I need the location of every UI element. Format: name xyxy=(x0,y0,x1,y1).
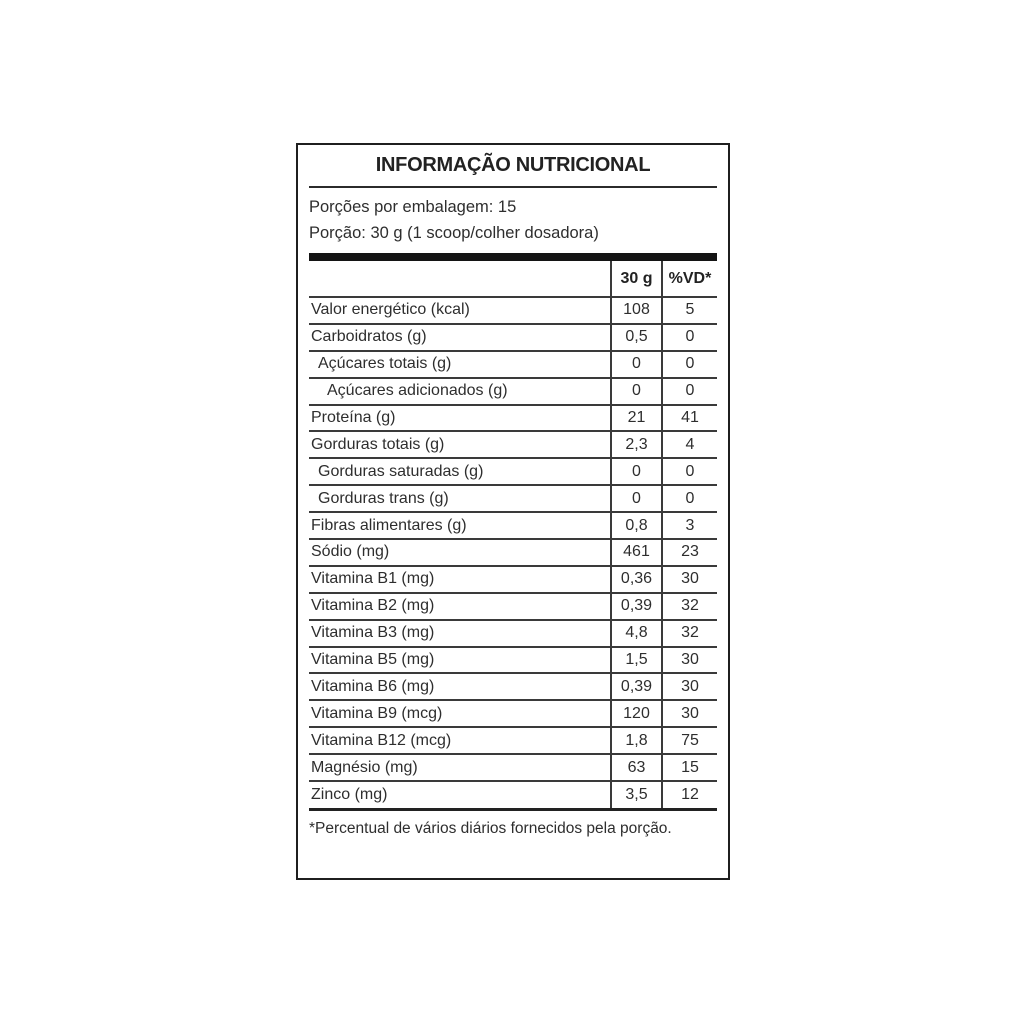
table-row xyxy=(309,351,717,378)
table-row xyxy=(309,700,717,727)
row-vd: 5 xyxy=(662,297,717,324)
row-label: Sódio (mg) xyxy=(309,539,611,566)
row-vd: 41 xyxy=(662,405,717,432)
row-label: Proteína (g) xyxy=(309,405,611,432)
row-amount: 3,5 xyxy=(611,781,662,808)
table-row xyxy=(309,485,717,512)
table-row xyxy=(309,566,717,593)
row-amount: 0,36 xyxy=(611,566,662,593)
row-label: Vitamina B1 (mg) xyxy=(309,566,611,593)
table-row xyxy=(309,727,717,754)
row-vd: 32 xyxy=(662,620,717,647)
table-row xyxy=(309,539,717,566)
row-vd: 0 xyxy=(662,485,717,512)
row-label: Açúcares totais (g) xyxy=(309,351,611,378)
column-header-empty xyxy=(309,261,611,297)
nutrition-label xyxy=(296,143,730,880)
row-vd: 75 xyxy=(662,727,717,754)
row-amount: 0 xyxy=(611,458,662,485)
table-row xyxy=(309,620,717,647)
table-row xyxy=(309,405,717,432)
row-vd: 15 xyxy=(662,754,717,781)
column-header-amount: 30 g xyxy=(611,261,662,297)
row-label: Magnésio (mg) xyxy=(309,754,611,781)
row-amount: 0,39 xyxy=(611,673,662,700)
table-row xyxy=(309,754,717,781)
row-label: Vitamina B6 (mg) xyxy=(309,673,611,700)
row-label: Zinco (mg) xyxy=(309,781,611,808)
table-row xyxy=(309,324,717,351)
row-label: Açúcares adicionados (g) xyxy=(309,378,611,405)
row-vd: 23 xyxy=(662,539,717,566)
servings-per-package: Porções por embalagem: 15 xyxy=(309,198,517,216)
table-row xyxy=(309,673,717,700)
row-label: Vitamina B12 (mcg) xyxy=(309,727,611,754)
row-amount: 120 xyxy=(611,700,662,727)
row-amount: 4,8 xyxy=(611,620,662,647)
row-label: Carboidratos (g) xyxy=(309,324,611,351)
row-label: Valor energético (kcal) xyxy=(309,297,611,324)
table-row xyxy=(309,593,717,620)
row-amount: 1,5 xyxy=(611,647,662,674)
footnote: *Percentual de vários diários fornecidos pela porção. xyxy=(309,819,672,837)
row-amount: 461 xyxy=(611,539,662,566)
serving-size: Porção: 30 g (1 scoop/colher dosadora) xyxy=(309,224,599,242)
column-header-vd: %VD* xyxy=(662,261,717,297)
table-header-row xyxy=(309,261,717,297)
table-row xyxy=(309,297,717,324)
row-label: Gorduras totais (g) xyxy=(309,431,611,458)
row-label: Vitamina B5 (mg) xyxy=(309,647,611,674)
row-label: Fibras alimentares (g) xyxy=(309,512,611,539)
row-vd: 0 xyxy=(662,458,717,485)
table-row xyxy=(309,781,717,808)
row-label: Vitamina B3 (mg) xyxy=(309,620,611,647)
table-row xyxy=(309,431,717,458)
row-amount: 0 xyxy=(611,378,662,405)
row-vd: 30 xyxy=(662,566,717,593)
row-amount: 21 xyxy=(611,405,662,432)
row-label: Vitamina B2 (mg) xyxy=(309,593,611,620)
row-vd: 0 xyxy=(662,378,717,405)
table-row xyxy=(309,378,717,405)
row-amount: 108 xyxy=(611,297,662,324)
nutrition-table xyxy=(309,261,717,808)
row-amount: 0,8 xyxy=(611,512,662,539)
row-vd: 32 xyxy=(662,593,717,620)
row-amount: 0,5 xyxy=(611,324,662,351)
row-vd: 0 xyxy=(662,351,717,378)
row-amount: 2,3 xyxy=(611,431,662,458)
row-label: Vitamina B9 (mcg) xyxy=(309,700,611,727)
row-vd: 30 xyxy=(662,647,717,674)
row-amount: 0 xyxy=(611,485,662,512)
row-label: Gorduras trans (g) xyxy=(309,485,611,512)
table-row xyxy=(309,458,717,485)
row-vd: 12 xyxy=(662,781,717,808)
thick-divider xyxy=(309,253,717,261)
row-amount: 63 xyxy=(611,754,662,781)
label-title: INFORMAÇÃO NUTRICIONAL xyxy=(375,154,651,176)
row-vd: 3 xyxy=(662,512,717,539)
row-amount: 1,8 xyxy=(611,727,662,754)
row-vd: 0 xyxy=(662,324,717,351)
row-vd: 4 xyxy=(662,431,717,458)
row-vd: 30 xyxy=(662,700,717,727)
table-row xyxy=(309,512,717,539)
row-vd: 30 xyxy=(662,673,717,700)
row-amount: 0,39 xyxy=(611,593,662,620)
row-amount: 0 xyxy=(611,351,662,378)
row-label: Gorduras saturadas (g) xyxy=(309,458,611,485)
table-body xyxy=(309,297,717,808)
serving-info xyxy=(298,188,728,253)
table-row xyxy=(309,647,717,674)
